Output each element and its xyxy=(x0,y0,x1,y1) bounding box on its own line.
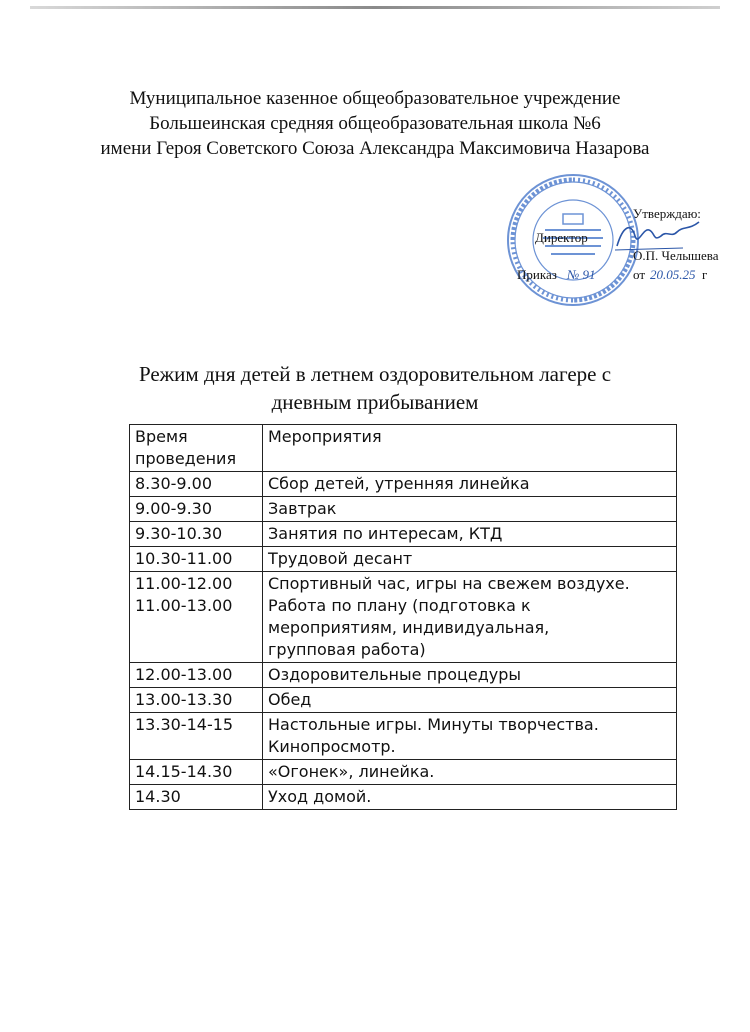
time-value: 11.00-12.00 xyxy=(135,574,233,593)
order-date: 20.05.25 xyxy=(650,267,696,282)
table-row xyxy=(130,547,677,572)
table-row xyxy=(130,472,677,497)
activity-line: Кинопросмотр. xyxy=(268,737,396,756)
order-label: Приказ xyxy=(517,267,557,282)
time-value: 14.15-14.30 xyxy=(135,762,233,781)
time-cell xyxy=(130,760,263,785)
table-row xyxy=(130,663,677,688)
activity-cell xyxy=(263,713,677,760)
table-row xyxy=(130,522,677,547)
activity-cell xyxy=(263,688,677,713)
title-line-2: дневным прибыванием xyxy=(271,390,479,414)
table-row xyxy=(130,688,677,713)
time-value: 14.30 xyxy=(135,787,181,806)
table-row xyxy=(130,497,677,522)
table-header-row xyxy=(130,425,677,472)
approved-label: Утверждаю: xyxy=(633,206,701,221)
time-cell xyxy=(130,472,263,497)
activity-line: «Огонек», линейка. xyxy=(268,762,435,781)
time-cell xyxy=(130,497,263,522)
activity-cell xyxy=(263,547,677,572)
time-cell xyxy=(130,522,263,547)
activity-line: мероприятиям, индивидуальная, xyxy=(268,618,550,637)
time-cell xyxy=(130,572,263,663)
time-cell xyxy=(130,547,263,572)
time-value: 9.30-10.30 xyxy=(135,524,223,543)
director-label: Директор xyxy=(535,230,588,245)
date-prefix: от xyxy=(633,267,646,282)
director-signature xyxy=(613,216,703,254)
daily-schedule-table xyxy=(129,424,677,810)
activity-line: групповая работа) xyxy=(268,640,426,659)
activity-cell xyxy=(263,497,677,522)
activity-line: Трудовой десант xyxy=(268,549,413,568)
activity-line: Уход домой. xyxy=(268,787,372,806)
activity-cell xyxy=(263,522,677,547)
activity-line: Настольные игры. Минуты творчества. xyxy=(268,715,599,734)
time-value: 8.30-9.00 xyxy=(135,474,213,493)
activity-cell xyxy=(263,760,677,785)
time-value: 9.00-9.30 xyxy=(135,499,213,518)
header-time-line: Время xyxy=(135,427,188,446)
table-row xyxy=(130,713,677,760)
header-time-cell xyxy=(130,425,263,472)
time-value: 13.00-13.30 xyxy=(135,690,233,709)
institution-header xyxy=(0,86,750,161)
table-row xyxy=(130,760,677,785)
time-value: 12.00-13.00 xyxy=(135,665,233,684)
activity-line: Завтрак xyxy=(268,499,337,518)
header-time-line: проведения xyxy=(135,449,237,468)
header-activity-cell: Мероприятия xyxy=(263,425,677,472)
activity-line: Занятия по интересам, КТД xyxy=(268,524,503,543)
header-line-2: Большеинская средняя общеобразовательная школа №6 xyxy=(149,113,601,134)
date-suffix: г xyxy=(702,267,708,282)
time-cell xyxy=(130,688,263,713)
approval-block xyxy=(505,172,719,312)
header-line-3: имени Героя Советского Союза Александра Максимовича Назарова xyxy=(100,138,650,159)
time-value: 11.00-13.00 xyxy=(135,596,233,615)
scan-edge-line xyxy=(30,6,720,9)
order-number: № 91 xyxy=(567,267,596,282)
time-cell xyxy=(130,713,263,760)
header-line-1: Муниципальное казенное общеобразовательное учреждение xyxy=(129,88,621,109)
activity-cell xyxy=(263,663,677,688)
time-cell xyxy=(130,785,263,810)
activity-cell xyxy=(263,785,677,810)
time-value: 10.30-11.00 xyxy=(135,549,233,568)
activity-line: Работа по плану (подготовка к xyxy=(268,596,531,615)
title-line-1: Режим дня детей в летнем оздоровительном лагере с xyxy=(138,362,612,386)
table-row xyxy=(130,785,677,810)
time-cell xyxy=(130,663,263,688)
time-value: 13.30-14-15 xyxy=(135,715,234,734)
activity-line: Спортивный час, игры на свежем воздухе. xyxy=(268,574,630,593)
activity-line: Сбор детей, утренняя линейка xyxy=(268,474,530,493)
activity-line: Оздоровительные процедуры xyxy=(268,665,522,684)
director-name: О.П. Челышева xyxy=(633,248,719,263)
table-row xyxy=(130,572,677,663)
document-title xyxy=(0,360,750,416)
activity-cell xyxy=(263,572,677,663)
activity-line: Обед xyxy=(268,690,312,709)
schedule-body xyxy=(130,472,677,810)
activity-cell xyxy=(263,472,677,497)
